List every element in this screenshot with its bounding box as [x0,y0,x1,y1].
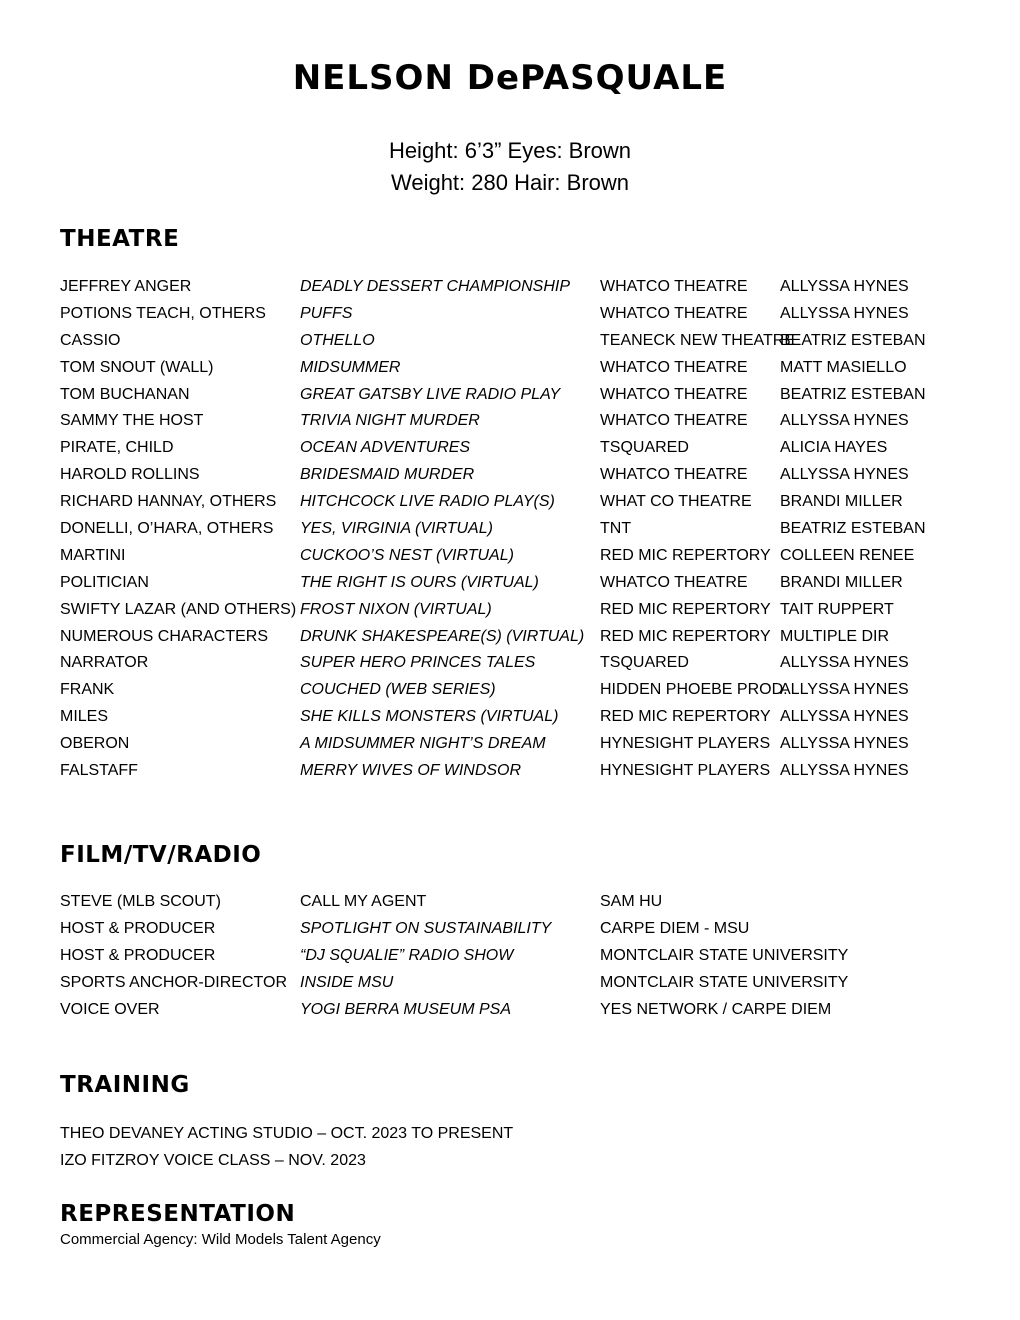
theatre-director-cell: MATT MASIELLO [780,358,907,376]
theatre-production-cell: DEADLY DESSERT CHAMPIONSHIP [300,278,571,295]
theatre-director-cell: COLLEEN RENEE [780,546,915,564]
theatre-production-cell: TRIVIA NIGHT MURDER [300,412,480,430]
theatre-credit-row [60,624,960,651]
theatre-director-cell: ALLYSSA HYNES [780,304,909,322]
training-heading: TRAINING [60,1072,190,1098]
theatre-production-cell: OTHELLO [300,331,375,349]
film-company-cell: MONTCLAIR STATE UNIVERSITY [600,973,849,991]
film-role-cell: VOICE OVER [60,1000,160,1018]
theatre-role-cell: FRANK [60,681,115,699]
theatre-credit-row [60,274,960,301]
theatre-role-cell: JEFFREY ANGER [60,278,192,295]
theatre-director-cell: BRANDI MILLER [780,493,903,511]
film-credits-table [60,889,960,1023]
theatre-company-cell: WHATCO THEATRE [600,412,748,430]
theatre-director-cell: ALLYSSA HYNES [780,762,909,780]
theatre-director-cell: TAIT RUPPERT [780,600,894,618]
representation-line: Commercial Agency: Wild Models Talent Agency [60,1231,381,1248]
theatre-production-cell: GREAT GATSBY LIVE RADIO PLAY [300,385,561,403]
theatre-production-cell: SUPER HERO PRINCES TALES [300,654,536,672]
theatre-production-cell: OCEAN ADVENTURES [300,439,471,457]
theatre-director-cell: ALLYSSA HYNES [780,681,909,699]
theatre-director-cell: ALLYSSA HYNES [780,466,909,484]
film-company-cell: SAM HU [600,893,663,910]
theatre-production-cell: MERRY WIVES OF WINDSOR [300,762,522,780]
theatre-director-cell: ALICIA HAYES [780,439,888,457]
theatre-company-cell: RED MIC REPERTORY [600,627,771,645]
theatre-director-cell: ALLYSSA HYNES [780,708,909,726]
theatre-role-cell: NARRATOR [60,654,149,672]
theatre-credit-row [60,758,960,785]
theatre-company-cell: WHATCO THEATRE [600,304,748,322]
theatre-director-cell: BEATRIZ ESTEBAN [780,385,926,403]
theatre-role-cell: TOM BUCHANAN [60,385,190,403]
film-role-cell: SPORTS ANCHOR-DIRECTOR [60,973,287,991]
film-production-cell: SPOTLIGHT ON SUSTAINABILITY [300,919,552,937]
theatre-role-cell: NUMEROUS CHARACTERS [60,627,269,645]
theatre-role-cell: FALSTAFF [60,762,138,780]
theatre-role-cell: RICHARD HANNAY, OTHERS [60,493,277,511]
theatre-role-cell: MARTINI [60,546,126,564]
film-role-cell: HOST & PRODUCER [60,946,216,964]
theatre-credit-row [60,677,960,704]
theatre-director-cell: BRANDI MILLER [780,573,903,591]
film-credit-row [60,970,960,997]
theatre-production-cell: THE RIGHT IS OURS (VIRTUAL) [300,573,539,591]
theatre-company-cell: RED MIC REPERTORY [600,708,771,726]
theatre-director-cell: ALLYSSA HYNES [780,278,909,295]
theatre-company-cell: WHATCO THEATRE [600,358,748,376]
theatre-credit-row [60,731,960,758]
film-production-cell: “DJ SQUALIE” RADIO SHOW [300,946,514,964]
theatre-production-cell: YES, VIRGINIA (VIRTUAL) [300,520,493,538]
theatre-company-cell: HYNESIGHT PLAYERS [600,762,771,780]
film-credit-row [60,997,960,1024]
theatre-production-cell: DRUNK SHAKESPEARE(S) (VIRTUAL) [300,627,585,645]
theatre-director-cell: BEATRIZ ESTEBAN [780,331,926,349]
theatre-company-cell: HIDDEN PHOEBE PROD. [600,681,788,699]
film-production-cell: INSIDE MSU [300,973,394,991]
theatre-production-cell: CUCKOO’S NEST (VIRTUAL) [300,546,514,564]
theatre-credits-table [60,274,960,785]
theatre-credit-row [60,570,960,597]
film-production-cell: YOGI BERRA MUSEUM PSA [300,1000,511,1018]
theatre-credit-row [60,597,960,624]
theatre-role-cell: TOM SNOUT (WALL) [60,358,214,376]
theatre-company-cell: TNT [600,520,632,538]
theatre-director-cell: ALLYSSA HYNES [780,412,909,430]
theatre-credit-row [60,516,960,543]
theatre-director-cell: BEATRIZ ESTEBAN [780,520,926,538]
resume-name: NELSON DePASQUALE [292,58,728,98]
theatre-company-cell: WHAT CO THEATRE [600,493,752,511]
film-production-cell: CALL MY AGENT [300,893,427,910]
stats-height-eyes: Height: 6’3” Eyes: Brown [388,138,632,163]
theatre-company-cell: WHATCO THEATRE [600,573,748,591]
theatre-company-cell: WHATCO THEATRE [600,466,748,484]
theatre-role-cell: SAMMY THE HOST [60,412,204,430]
theatre-role-cell: HAROLD ROLLINS [60,466,200,484]
theatre-role-cell: DONELLI, O’HARA, OTHERS [60,520,274,538]
theatre-production-cell: BRIDESMAID MURDER [300,466,475,484]
theatre-production-cell: FROST NIXON (VIRTUAL) [300,600,492,618]
theatre-role-cell: POTIONS TEACH, OTHERS [60,304,266,322]
film-heading: FILM/TV/RADIO [60,842,262,868]
theatre-company-cell: RED MIC REPERTORY [600,546,771,564]
theatre-credit-row [60,408,960,435]
theatre-credit-row [60,435,960,462]
theatre-production-cell: SHE KILLS MONSTERS (VIRTUAL) [300,708,559,726]
theatre-credit-row [60,650,960,677]
film-company-cell: CARPE DIEM - MSU [600,919,750,937]
film-company-cell: MONTCLAIR STATE UNIVERSITY [600,946,849,964]
theatre-director-cell: ALLYSSA HYNES [780,654,909,672]
theatre-credit-row [60,489,960,516]
theatre-company-cell: WHATCO THEATRE [600,385,748,403]
theatre-role-cell: OBERON [60,735,130,753]
film-credit-row [60,916,960,943]
theatre-director-cell: MULTIPLE DIR [780,627,890,645]
film-role-cell: HOST & PRODUCER [60,919,216,937]
theatre-production-cell: A MIDSUMMER NIGHT’S DREAM [300,735,546,753]
theatre-heading: THEATRE [60,226,180,252]
theatre-company-cell: HYNESIGHT PLAYERS [600,735,771,753]
theatre-role-cell: PIRATE, CHILD [60,439,174,457]
theatre-role-cell: CASSIO [60,331,121,349]
film-credit-row [60,943,960,970]
representation-heading: REPRESENTATION [60,1201,296,1227]
training-line: IZO FITZROY VOICE CLASS – NOV. 2023 [60,1152,366,1169]
theatre-credit-row [60,382,960,409]
stats-weight-hair: Weight: 280 Hair: Brown [390,170,630,195]
film-company-cell: YES NETWORK / CARPE DIEM [600,1000,832,1018]
theatre-credit-row [60,328,960,355]
theatre-role-cell: POLITICIAN [60,573,149,591]
theatre-company-cell: TEANECK NEW THEATRE [600,331,795,349]
film-credit-row [60,889,960,916]
theatre-company-cell: WHATCO THEATRE [600,278,748,295]
film-role-cell: STEVE (MLB SCOUT) [60,893,221,910]
theatre-credit-row [60,355,960,382]
theatre-credit-row [60,704,960,731]
theatre-production-cell: COUCHED (WEB SERIES) [300,681,496,699]
theatre-production-cell: PUFFS [300,304,353,322]
theatre-company-cell: TSQUARED [600,654,689,672]
theatre-credit-row [60,543,960,570]
theatre-director-cell: ALLYSSA HYNES [780,735,909,753]
theatre-production-cell: HITCHCOCK LIVE RADIO PLAY(S) [300,493,555,511]
theatre-company-cell: RED MIC REPERTORY [600,600,771,618]
training-line: THEO DEVANEY ACTING STUDIO – OCT. 2023 TO PRESENT [60,1125,514,1142]
theatre-company-cell: TSQUARED [600,439,689,457]
theatre-credit-row [60,462,960,489]
theatre-credit-row [60,301,960,328]
theatre-role-cell: SWIFTY LAZAR (AND OTHERS) [60,600,297,618]
theatre-production-cell: MIDSUMMER [300,358,401,376]
theatre-role-cell: MILES [60,708,109,726]
